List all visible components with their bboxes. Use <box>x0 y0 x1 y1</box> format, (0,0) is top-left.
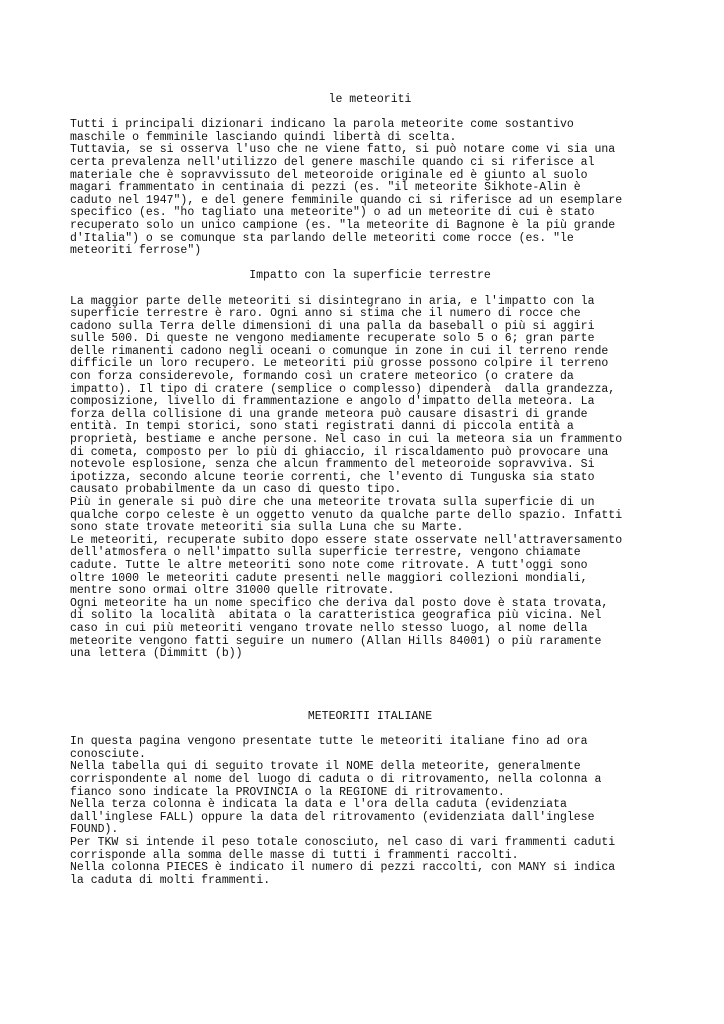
text-line: notevole esplosione, senza che alcun frammento del meteoroide sopravviva. Si <box>70 458 595 472</box>
text-line: caduto nel 1947"), e del genere femminile quando ci si riferisce ad un esemplare <box>70 193 623 207</box>
text-line: FOUND). <box>70 823 119 837</box>
text-line: cadute. Tutte le altre meteoriti sono note come ritrovate. A tutt'oggi sono <box>70 558 588 572</box>
text-line: di solito la località abitata o la caratteristica geografica più vicina. Nel <box>70 609 602 623</box>
text-line: Nella terza colonna è indicata la data e l'ora della caduta (evidenziata <box>70 798 567 812</box>
text-line: impatto). Il tipo di cratere (semplice o complesso) dipenderà dalla grandezza, <box>70 382 616 396</box>
impact-section <box>70 296 670 661</box>
text-line: conosciute. <box>70 747 146 761</box>
text-line: d'Italia") o se comunque sta parlando delle meteoriti come rocce (es. "le <box>70 231 574 245</box>
text-line: proprietà, bestiame e anche persone. Nel caso in cui la meteora sia un frammento <box>70 433 623 447</box>
text-line: Ogni meteorite ha un nome specifico che deriva dal posto dove è stata trovata, <box>70 596 609 610</box>
spacer <box>70 283 670 296</box>
text-line: dell'atmosfera o nell'impatto sulla superficie terrestre, vengono chiamate <box>70 546 581 560</box>
text-line: Più in generale si può dire che una meteorite trovata sulla superficie di un <box>70 496 595 509</box>
text-line: Tuttavia, se si osserva l'uso che ne viene fatto, si può notare come vi sia una <box>70 143 616 157</box>
spacer <box>70 673 670 686</box>
text-line: di cometa, composto per lo più di ghiaccio, il riscaldamento può provocare una <box>70 445 609 459</box>
text-line: Le meteoriti, recuperate subito dopo essere state osservate nell'attraversamento <box>70 533 623 547</box>
text-line: maschile o femminile lasciando quindi libertà di scelta. <box>70 130 457 144</box>
text-line: meteoriti ferrose") <box>70 244 202 258</box>
impact-heading: Impatto con la superficie terrestre <box>249 269 491 283</box>
text-line: fianco sono indicate la PROVINCIA o la REGIONE di ritrovamento. <box>70 785 505 799</box>
text-line: caso in cui più meteoriti vengano trovate nello stesso luogo, al nome della <box>70 621 588 635</box>
text-line: certa prevalenza nell'utilizzo del genere maschile quando ci si riferisce al <box>70 155 595 169</box>
text-line: mentre sono ormai oltre 31000 quelle ritrovate. <box>70 584 395 598</box>
text-line: sono state trovate meteoriti sia sulla Luna che su Marte. <box>70 521 464 535</box>
text-line: Nella tabella qui di seguito trovate il NOME della meteorite, generalmente <box>70 760 581 774</box>
text-line: recuperato solo un unico campione (es. "la meteorite di Bagnone è la più grande <box>70 218 616 232</box>
text-line: ipotizza, secondo alcune teorie correnti, che l'evento di Tunguska sia stato <box>70 470 595 484</box>
spacer <box>70 686 670 699</box>
text-line: composizione, livello di frammentazione e angolo d'impatto della meteora. La <box>70 395 595 409</box>
text-line: Per TKW si intende il peso totale conosciuto, nel caso di vari frammenti caduti <box>70 836 616 850</box>
text-line: materiale che è sopravvissuto del meteoroide originale ed è giunto al suolo <box>70 168 588 182</box>
italian-heading: METEORITI ITALIANE <box>307 710 433 724</box>
text-line: In questa pagina vengono presentate tutte le meteoriti italiane fino ad ora <box>70 735 588 749</box>
italian-section <box>70 736 670 887</box>
text-line: cadono sulla Terra delle dimensioni di una palla da baseball o più si aggiri <box>70 319 595 333</box>
spacer <box>70 661 670 674</box>
text-line: forza della collisione di una grande meteora può causare disastri di grande <box>70 407 588 421</box>
text-line: magari frammentato in centinaia di pezzi (es. "il meteorite Sikhote-Alin è <box>70 181 581 195</box>
text-line: superficie terrestre è raro. Ogni anno si stima che il numero di rocce che <box>70 307 581 321</box>
intro-section <box>70 119 670 258</box>
text-line: specifico (es. "ho tagliato una meteorite") o ad un meteorite di cui è stato <box>70 206 595 220</box>
text-line: con forza considerevole, formando così un cratere meteorico (o cratere da <box>70 370 574 384</box>
text-line: dall'inglese FALL) oppure la data del ritrovamento (evidenziata dall'inglese <box>70 810 595 824</box>
text-line: causato probabilmente da un caso di questo tipo. <box>70 483 402 497</box>
text-line: meteorite vengono fatti seguire un numero (Allan Hills 84001) o più raramente <box>70 634 602 648</box>
text-line: Tutti i principali dizionari indicano la parola meteorite come sostantivo <box>70 118 574 132</box>
text-line: la caduta di molti frammenti. <box>70 873 271 887</box>
text-line: sulle 500. Di queste ne vengono mediamente recuperate solo 5 o 6; gran parte <box>70 332 595 346</box>
text-line: oltre 1000 le meteoriti cadute presenti nelle maggiori collezioni mondiali, <box>70 571 588 585</box>
text-line: una lettera (Dimmitt (b)) <box>70 647 243 661</box>
text-line: qualche corpo celeste è un oggetto venuto da qualche parte dello spazio. Infatti <box>70 508 623 522</box>
text-line: delle rimanenti cadono negli oceani o comunque in zone in cui il terreno rende <box>70 344 609 358</box>
text-line: corrisponde alla somma delle masse di tutti i frammenti raccolti. <box>70 848 519 862</box>
document-page <box>70 94 670 887</box>
text-line: Nella colonna PIECES è indicato il numero di pezzi raccolti, con MANY si indica <box>70 861 616 875</box>
document-title: le meteoriti <box>328 93 412 106</box>
text-line: La maggior parte delle meteoriti si disintegrano in aria, e l'impatto con la <box>70 294 595 308</box>
text-line: entità. In tempi storici, sono stati registrati danni di piccola entità a <box>70 420 574 434</box>
text-line: difficile un loro recupero. Le meteoriti più grosse possono colpire il terreno <box>70 357 609 371</box>
text-line: corrispondente al nome del luogo di caduta o di ritrovamento, nella colonna a <box>70 773 602 787</box>
